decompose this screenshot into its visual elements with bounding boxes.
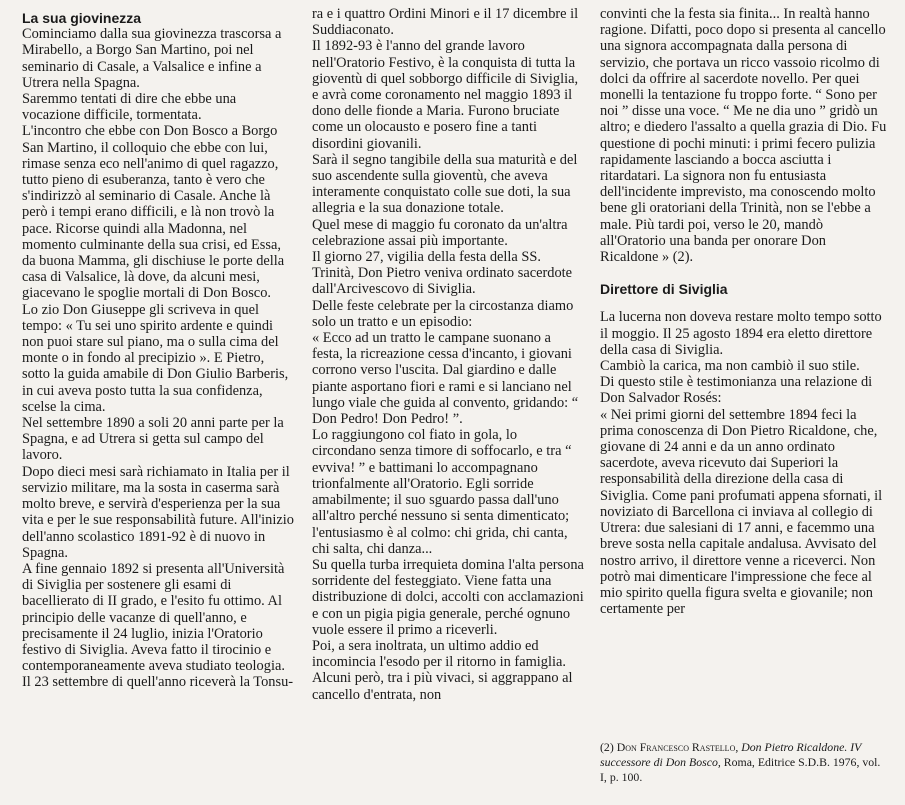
column-3: [600, 6, 887, 617]
footnote: [600, 740, 887, 785]
paragraph: Dopo dieci mesi sarà richiamato in Italia per il servizio militare, ma la sosta in caserma sarà molto breve, e servirà d'esperienza per la sua vita e per le sue responsabilità future. All'inizio dell'anno scolastico 1891-92 è di nuovo in Spagna.: [22, 463, 294, 561]
paragraph: Cambiò la carica, ma non cambiò il suo stile.: [600, 358, 860, 375]
paragraph: Saremmo tentati di dire che ebbe una vocazione difficile, tormentata.: [22, 91, 237, 124]
paragraph: ra e i quattro Ordini Minori e il 17 dicembre il Suddiaconato.: [312, 6, 579, 39]
paragraph: Quel mese di maggio fu coronato da un'altra celebrazione assai più importante.: [312, 216, 568, 249]
paragraph: Il giorno 27, vigilia della festa della SS. Trinità, Don Pietro veniva ordinato sacerdote dall'Arcivescovo di Siviglia.: [312, 249, 573, 298]
footnote-author: Don Francesco Rastello,: [616, 740, 739, 754]
paragraph: L'incontro che ebbe con Don Bosco a Borgo San Martino, il colloquio che ebbe con lui, rimase senza eco nell'animo di quel ragazzo, tutto pieno di esuberanza, tanto è vero che s'indirizzò al seminario di Casale. Anche là però i tempi erano difficili, e là non trovò la pace. Ricorse quindi alla Madonna, nel momento culminante della sua crisi, ed Essa, da buona Mamma, gli dischiuse le porte della casa di Valsalice, là dove, da alcuni mesi, giacevano le spoglie mortali di Don Bosco.: [22, 123, 285, 302]
paragraph: Cominciamo dalla sua giovinezza trascorsa a Mirabello, a Borgo San Martino, poi nel seminario di Casale, a Valsalice e infine a Utrera nella Spagna.: [22, 26, 282, 91]
paragraph: « Nei primi giorni del settembre 1894 feci la prima conoscenza di Don Pietro Ricaldone, che, giovane di 24 anni e da un anno ordinato sacerdote, aveva ricevuto dai Superiori la responsabilità della direzione della casa di Siviglia. Come pani profumati appena sfornati, il noviziato di Barcellona ci inviava al collegio di Utrera: due salesiani di 17 anni, e facemmo una breve sosta nella capitale andalusa. Avvisato del nostro arrivo, il direttore venne a riceverci. Non potrò mai dimenticare l'impressione che fece al mio spirito quella figura svelta e giovanile; non certamente per: [600, 406, 883, 618]
paragraph: Il 1892-93 è l'anno del grande lavoro nell'Oratorio Festivo, è la conquista di tutta la gioventù di quel sobborgo difficile di Siviglia, e avrà come coronamento nel maggio 1893 il dono delle fionde a Maria. Furono bruciate come un olocausto e posero fine a tanti disordini giovanili.: [312, 38, 579, 152]
section-heading-giovinezza: La sua giovinezza: [22, 10, 142, 26]
section-heading-direttore: Direttore di Siviglia: [600, 281, 728, 298]
paragraph: convinti che la festa sia finita... In realtà hanno ragione. Difatti, poco dopo si presenta al cancello una signora accompagnata dalla persona di servizio, che portava un ricco vassoio ricolmo di dolci da offrire al sacerdote novello. Per quei monelli la tentazione fu troppo forte. “ Sono per noi ” disse una voce. “ Me ne dia uno ” gridò un altro; e diedero l'assalto a quella grazia di Dio. Fu questione di pochi minuti: i primi fecero pulizia rapidamente lasciando a bocca asciutta i ritardatari. La signora non fu entusiasta dell'incidente imprevisto, ma conoscendo molto bene gli oratoriani della Trinità, non se l'ebbe a male. Più tardi poi, verso le 20, mandò all'Oratorio una banda per onorare Don Ricaldone » (2).: [600, 6, 887, 266]
footnote-title: Don Pietro Ricaldone. IV successore di Don Bosco,: [600, 740, 862, 769]
footnote-number: (2): [600, 740, 614, 754]
paragraph: Di questo stile è testimonianza una relazione di Don Salvador Rosés:: [600, 374, 873, 407]
paragraph: Lo raggiungono col fiato in gola, lo circondano senza timore di soffocarlo, e tra “ evviva! ” e battimani lo accompagnano trionfalmente all'Oratorio. Egli sorride amabilmente; il suo sguardo passa dall'uno all'altro perché nessuno si senta dimenticato; l'entusiasmo è al colmo: chi grida, chi canta, chi salta, chi danza...: [312, 427, 572, 557]
paragraph: Su quella turba irrequieta domina l'alta persona sorridente del festeggiato. Viene fatta una distribuzione di dolci, accolti con acclamazioni e con un pigia pigia generale, perché ognuno vuole essere il primo a riceverli.: [312, 556, 584, 638]
paragraph: A fine gennaio 1892 si presenta all'Università di Siviglia per sostenere gli esami di bacellierato di II grado, e l'esito fu ottimo. Al principio delle vacanze di quell'anno, e precisamente il 24 luglio, inizia l'Oratorio festivo di Siviglia. Aveva fatto il tirocinio e contemporaneamente aveva studiato teologia. Il 23 settembre di quell'anno riceverà la Tonsu-: [22, 560, 294, 691]
paragraph: Sarà il segno tangibile della sua maturità e del suo ascendente sulla gioventù, che aveva interamente conquistato colle sue doti, la sua allegria e la sua donazione totale.: [312, 151, 578, 217]
paragraph: Nel settembre 1890 a soli 20 anni parte per la Spagna, e ad Utrera si getta sul campo del lavoro.: [22, 415, 284, 464]
paragraph: La lucerna non doveva restare molto tempo sotto il moggio. Il 25 agosto 1894 era eletto direttore della casa di Siviglia.: [600, 309, 882, 358]
column-1: [22, 10, 294, 691]
paragraph: Lo zio Don Giuseppe gli scriveva in quel tempo: « Tu sei uno spirito ardente e quindi non puoi stare sul piano, ma o sulla cima del monte o in fondo al precipizio ». E Pietro, sotto la guida amabile di Don Giulio Barberis, in cui aveva posto tutta la sua confidenza, scelse la cima.: [22, 301, 289, 415]
footnote-publication: Roma, Editrice S.D.B. 1976, vol. I, p. 100.: [600, 755, 881, 784]
paragraph: Poi, a sera inoltrata, un ultimo addio ed incomincia l'esodo per il ritorno in famiglia. Alcuni però, tra i più vivaci, si aggrappano al cancello d'entrata, non: [312, 637, 573, 703]
paragraph: « Ecco ad un tratto le campane suonano a festa, la ricreazione cessa d'incanto, i giovani corrono verso l'uscita. Dal giardino e dalle piante asportano fiori e rami e si lanciano nel lungo viale che guida al convento, gridando: “ Don Pedro! Don Pedro! ”.: [312, 330, 579, 428]
paragraph: Delle feste celebrate per la circostanza diamo solo un tratto e un episodio:: [312, 297, 574, 330]
column-2: [312, 6, 584, 703]
